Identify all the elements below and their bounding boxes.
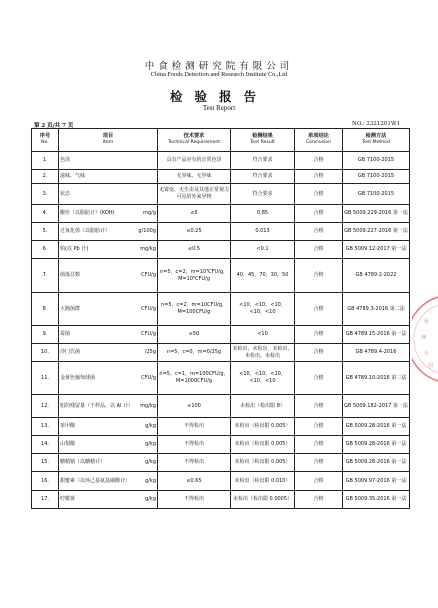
test-item [59,362,158,395]
conclusion: 合格 [295,205,343,223]
table-row [32,241,410,259]
technical-requirement: ≤0.5 [158,241,231,259]
row-number: 1. [32,152,59,170]
test-item [59,395,158,418]
table-row [32,472,410,491]
test-result: 0.85 [231,205,295,223]
table-row [32,170,410,184]
table-row [32,152,410,170]
table-header-row [32,129,410,152]
row-number: 11. [32,362,59,395]
conclusion: 合格 [295,362,343,395]
row-number: 7. [32,259,59,293]
item-name: 山梨酸 [60,441,76,448]
test-item [59,326,158,344]
conclusion: 合格 [295,259,343,293]
test-item [59,436,158,454]
row-number: 13. [32,418,59,436]
table-row [32,293,410,326]
test-result: 40，45，70，30，50 [231,259,295,293]
conclusion: 合格 [295,395,343,418]
table-body [32,152,410,509]
svg-text:用: 用 [428,363,434,369]
test-item [59,454,158,472]
test-method: GB 5009.28-2016 第一法 [343,436,410,454]
test-result: <10 [231,326,295,344]
row-number: 2. [32,170,59,184]
test-method: GB 4789.3-2016 第二法 [343,293,410,326]
col-header-result: 检测结果 Test Result [231,129,295,152]
test-item [59,259,158,293]
technical-requirement: ≤0.25 [158,223,231,241]
conclusion: 合格 [295,152,343,170]
col-header-item: 项目 Item [59,129,158,152]
test-item [59,241,158,259]
item-name: 酸价（以脂肪计）(KOH) [60,210,115,217]
table-row [32,223,410,241]
svg-text:测: 测 [421,335,427,341]
test-method: GB 4789.10-2016 第二法 [343,362,410,395]
test-method: GB 5009.182-2017 第一法 [343,395,410,418]
item-name: 苯甲酸 [60,423,76,430]
item-unit: g/kg [145,423,156,430]
svg-text:专: 专 [424,351,430,357]
test-result: 未检出（检出限 0.005） [231,454,295,472]
row-number: 5. [32,223,59,241]
item-unit: /25g [144,349,156,356]
page-info: 第 2 页/共 7 页 [34,123,74,129]
row-number: 9. [32,326,59,344]
technical-requirement: n=5，c=2，m=10CFU/g，M=100CFU/g [158,293,231,326]
item-name: 状态 [60,190,71,197]
item-unit: g/kg [145,477,156,484]
conclusion: 合格 [295,491,343,509]
item-unit: CFU/g [141,272,156,279]
item-name: 铝的残留量（干样品，以 Al 计） [60,402,133,409]
technical-requirement: 不得检出 [158,418,231,436]
row-number: 6. [32,241,59,259]
table-row [32,326,410,344]
test-result: <10，<10，<10，<10，<10 [231,293,295,326]
test-result: 未检出（检出限 0.0005） [231,491,295,509]
item-name: 菌落总数 [60,272,81,279]
item-name: 金黄色葡萄球菌 [60,374,96,381]
test-method: GB 5009.28-2016 第一法 [343,454,410,472]
table-row [32,184,410,205]
item-unit: g/kg [145,496,156,503]
test-method: GB 5009.12-2017 第一法 [343,241,410,259]
seal-icon [412,293,438,385]
conclusion: 合格 [295,472,343,491]
test-item [59,491,158,509]
table-row [32,344,410,362]
technical-requirement: 不得检出 [158,491,231,509]
item-name: 色泽 [60,157,71,164]
company-seal [412,293,438,385]
row-number: 8. [32,293,59,326]
test-method: GB 5009.227-2016 第一法 [343,223,410,241]
col-header-no: 序号 No. [32,129,59,152]
test-item [59,223,158,241]
item-name: 沙门氏菌 [60,349,81,356]
table-row [32,362,410,395]
test-result: <10，<10，<10，<10，<10 [231,362,295,395]
test-result: 未检出（检出限 0.005） [231,436,295,454]
technical-requirement: 无异味、无异味 [158,170,231,184]
item-unit: g/100g [138,228,156,235]
col-header-conclusion: 单项结论 Conclusion [295,129,343,152]
item-name: 柠檬黄 [60,496,76,503]
item-name: 铅(以 Pb 计) [60,246,89,253]
item-name: 霉菌 [60,331,71,338]
test-method: GB 4789.4-2016 [343,344,410,362]
item-name: 过氧化值（以脂肪计） [60,228,111,235]
technical-requirement: ≤0.65 [158,472,231,491]
report-title-cn: 检验报告 [169,89,268,104]
test-item [59,472,158,491]
test-method: GB 7100-2015 [343,152,410,170]
test-result: 0.013 [231,223,295,241]
col-header-method: 检测方法 Test Method [343,129,410,152]
test-method: GB 5009.28-2016 第一法 [343,418,410,436]
technical-requirement: n=5，c=0，m=0/25g [158,344,231,362]
test-item [59,293,158,326]
item-unit: mg/kg [140,402,156,409]
row-number: 10. [32,344,59,362]
technical-requirement: n=5，c=2，m=10⁴CFU/g，M=10⁵CFU/g [158,259,231,293]
test-item [59,344,158,362]
table-row [32,436,410,454]
technical-requirement: ≤100 [158,395,231,418]
test-method: GB 4789.2-2022 [343,259,410,293]
conclusion: 合格 [295,241,343,259]
test-result: <0.1 [231,241,295,259]
item-unit: g/kg [145,459,156,466]
col-header-requirement: 技术要求 Technical Requirement [158,129,231,152]
test-results-table [31,128,410,509]
test-method: GB 5009.97-2016 第一法 [343,472,410,491]
table-row [32,491,410,509]
item-name: 大肠菌群 [60,305,81,312]
test-item [59,152,158,170]
report-number: NO.: 2321201W1 [352,121,400,127]
row-number: 3. [32,184,59,205]
item-unit: CFU/g [141,374,156,381]
test-method: GB 5009.229-2016 第一法 [343,205,410,223]
table-row [32,205,410,223]
row-number: 16. [32,472,59,491]
row-number: 12. [32,395,59,418]
test-result: 未检出（检出限 0.005） [231,418,295,436]
test-method: GB 5009.35-2016 第一法 [343,491,410,509]
technical-requirement: ≤5 [158,205,231,223]
item-unit: mg/kg [140,246,156,253]
conclusion: 合格 [295,223,343,241]
technical-requirement: 不得检出 [158,454,231,472]
item-unit: CFU/g [141,305,156,312]
company-name-cn: 中食检测研究院有限公司 [144,61,294,72]
technical-requirement: n=5，c=1，m=100CFU/g，M=1000CFU/g [158,362,231,395]
table-row [32,259,410,293]
item-name: 糖精钠（以糖精计） [60,459,106,466]
company-name-en: China Foods Detection and Research Institute Co.,Ltd [150,71,288,78]
test-result: 符合要求 [231,170,295,184]
table-row [32,418,410,436]
row-number: 14. [32,436,59,454]
conclusion: 合格 [295,436,343,454]
svg-text:检: 检 [424,319,430,325]
test-item [59,170,158,184]
item-name: 滋味、气味 [60,173,86,180]
conclusion: 合格 [295,418,343,436]
conclusion: 合格 [295,293,343,326]
report-title-en: Test Report [202,104,236,112]
technical-requirement: 无霉变、无生虫及其他正常视力可见的外来异物 [158,184,231,205]
conclusion: 合格 [295,344,343,362]
test-result: 符合要求 [231,152,295,170]
conclusion: 合格 [295,184,343,205]
test-result: 符合要求 [231,184,295,205]
item-unit: mg/g [143,210,156,217]
row-number: 15. [32,454,59,472]
test-result: 未检出，未检出，未检出，未检出，未检出 [231,344,295,362]
item-unit: g/kg [145,441,156,448]
conclusion: 合格 [295,326,343,344]
test-item [59,205,158,223]
item-name: 甜蜜素（以环己基氨基磺酸计） [60,477,131,484]
conclusion: 合格 [295,454,343,472]
test-method: GB 7100-2015 [343,184,410,205]
test-item [59,184,158,205]
technical-requirement: 具有产品应有的正常色泽 [158,152,231,170]
test-item [59,418,158,436]
test-method: GB 7100-2015 [343,170,410,184]
table-row [32,395,410,418]
test-result: 未检出（检出限 8） [231,395,295,418]
item-unit: CFU/g [141,331,156,338]
test-result: 未检出（检出限 0.010） [231,472,295,491]
row-number: 4. [32,205,59,223]
technical-requirement: 不得检出 [158,436,231,454]
row-number: 17. [32,491,59,509]
technical-requirement: ≤50 [158,326,231,344]
table-row [32,454,410,472]
test-method: GB 4789.15-2016 第一法 [343,326,410,344]
conclusion: 合格 [295,170,343,184]
